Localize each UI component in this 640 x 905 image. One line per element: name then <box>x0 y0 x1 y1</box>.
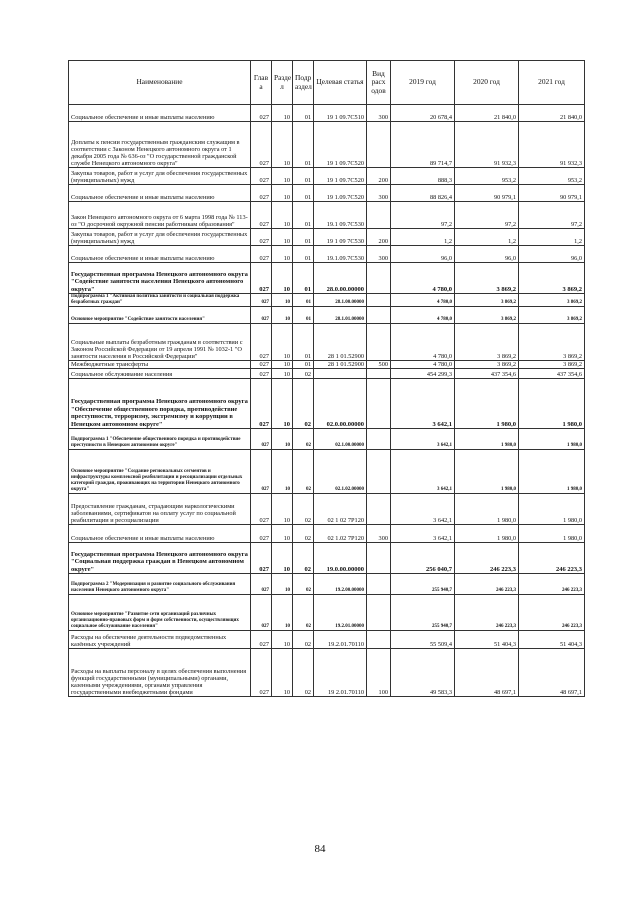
row-2019: 88 826,4 <box>391 185 455 202</box>
row-glava: 027 <box>251 185 272 202</box>
row-razdel: 10 <box>272 449 293 493</box>
header-row <box>69 61 585 105</box>
row-2021: 97,2 <box>519 202 585 229</box>
table-row <box>69 306 585 323</box>
header-2021: 2021 год <box>519 61 585 105</box>
row-2019: 255 940,7 <box>391 594 455 630</box>
row-2019: 49 583,3 <box>391 648 455 696</box>
row-target: 28.1.01.00000 <box>314 306 367 323</box>
row-target: 02.1.02.00000 <box>314 449 367 493</box>
table-row <box>69 493 585 524</box>
row-razdel: 10 <box>272 493 293 524</box>
table-row <box>69 202 585 229</box>
row-2019: 256 040,7 <box>391 542 455 573</box>
row-podrazdel: 01 <box>293 263 314 294</box>
row-name: Основное мероприятие "Развитие сети организаций различных организационно-правовых форм и форм собственности, осуществляющих социальное обслуживание населения" <box>69 594 251 630</box>
row-2021: 3 869,2 <box>519 306 585 323</box>
row-target: 19 1.09.7С520 <box>314 185 367 202</box>
row-2019: 3 642,1 <box>391 449 455 493</box>
row-2020: 51 404,3 <box>455 630 519 648</box>
row-target: 28 1 01.52900 <box>314 323 367 360</box>
row-type <box>367 323 391 360</box>
row-target: 28.0.00.00000 <box>314 263 367 294</box>
row-glava: 027 <box>251 360 272 368</box>
row-podrazdel: 01 <box>293 306 314 323</box>
row-podrazdel: 01 <box>293 323 314 360</box>
row-razdel: 10 <box>272 202 293 229</box>
header-razdel: Разде л <box>272 61 293 105</box>
row-glava: 027 <box>251 542 272 573</box>
row-2021: 48 697,1 <box>519 648 585 696</box>
table-row <box>69 630 585 648</box>
row-2019: 1,2 <box>391 229 455 246</box>
row-2021: 246 223,3 <box>519 594 585 630</box>
row-2020: 1 980,0 <box>455 524 519 542</box>
row-type <box>367 122 391 168</box>
table-row <box>69 323 585 360</box>
row-glava: 027 <box>251 630 272 648</box>
header-2020: 2020 год <box>455 61 519 105</box>
table-row <box>69 449 585 493</box>
row-target: 19.1 09.7С530 <box>314 202 367 229</box>
row-2020: 3 869,2 <box>455 306 519 323</box>
row-target: 19.2.00.00000 <box>314 573 367 594</box>
table-row <box>69 105 585 122</box>
row-glava: 027 <box>251 294 272 307</box>
row-name: Социальные выплаты безработным гражданам в соответствии с Законом Российской Федерации от 19 апреля 1991 № 1032-1 "О занятости населения в Российской Федерации" <box>69 323 251 360</box>
row-2020: 1 980,0 <box>455 428 519 449</box>
row-name: Основное мероприятие "Содействие занятости населения" <box>69 306 251 323</box>
row-name: Социальное обслуживание населения <box>69 368 251 378</box>
header-2019: 2019 год <box>391 61 455 105</box>
table-row <box>69 246 585 263</box>
table-row <box>69 122 585 168</box>
row-type <box>367 428 391 449</box>
row-2019: 20 678,4 <box>391 105 455 122</box>
table-row <box>69 168 585 185</box>
row-name: Подпрограмма 2 "Модернизация и развитие социального обслуживания населения Ненецкого автономного округа" <box>69 573 251 594</box>
row-2020: 48 697,1 <box>455 648 519 696</box>
table-row <box>69 378 585 428</box>
row-2019: 4 780,0 <box>391 323 455 360</box>
row-target: 02 1 02 7Р120 <box>314 493 367 524</box>
row-2021: 1 980,0 <box>519 428 585 449</box>
row-glava: 027 <box>251 449 272 493</box>
row-type <box>367 378 391 428</box>
row-podrazdel: 02 <box>293 542 314 573</box>
row-target: 28.1.00.00000 <box>314 294 367 307</box>
row-razdel: 10 <box>272 105 293 122</box>
table-row <box>69 542 585 573</box>
row-podrazdel: 01 <box>293 229 314 246</box>
row-target: 19 1 09.7С510 <box>314 105 367 122</box>
row-glava: 027 <box>251 122 272 168</box>
row-glava: 027 <box>251 524 272 542</box>
row-2021: 1 980,0 <box>519 449 585 493</box>
row-2020: 246 223,3 <box>455 573 519 594</box>
row-2021: 246 223,3 <box>519 542 585 573</box>
row-razdel: 10 <box>272 246 293 263</box>
row-target: 02.0.00.00000 <box>314 378 367 428</box>
row-target: 02 1.02 7Р120 <box>314 524 367 542</box>
row-razdel: 10 <box>272 360 293 368</box>
row-target: 19 1 09.7С520 <box>314 122 367 168</box>
row-name: Социальное обеспечение и иные выплаты населению <box>69 246 251 263</box>
row-target: 19.2.01.00000 <box>314 594 367 630</box>
row-target: 19 2.01.70110 <box>314 648 367 696</box>
row-2021: 96,0 <box>519 246 585 263</box>
row-type <box>367 202 391 229</box>
row-podrazdel: 01 <box>293 105 314 122</box>
row-podrazdel: 02 <box>293 630 314 648</box>
row-podrazdel: 01 <box>293 168 314 185</box>
row-name: Расходы на обеспечение деятельности подведомственных казённых учреждений <box>69 630 251 648</box>
row-2021: 953,2 <box>519 168 585 185</box>
row-type <box>367 573 391 594</box>
row-name: Закупка товаров, работ и услуг для обеспечения государственных (муниципальных) нужд <box>69 229 251 246</box>
row-razdel: 10 <box>272 594 293 630</box>
table-row <box>69 594 585 630</box>
row-type <box>367 294 391 307</box>
row-glava: 027 <box>251 594 272 630</box>
row-glava: 027 <box>251 306 272 323</box>
row-2021: 3 869,2 <box>519 294 585 307</box>
row-razdel: 10 <box>272 185 293 202</box>
row-type: 300 <box>367 105 391 122</box>
row-target: 28 1 01.52900 <box>314 360 367 368</box>
table-row <box>69 263 585 294</box>
row-2019: 3 642,1 <box>391 378 455 428</box>
row-2021: 3 869,2 <box>519 323 585 360</box>
row-2021: 1 980,0 <box>519 524 585 542</box>
row-2019: 3 642,1 <box>391 493 455 524</box>
row-2020: 90 979,1 <box>455 185 519 202</box>
row-glava: 027 <box>251 263 272 294</box>
row-2020: 21 840,0 <box>455 105 519 122</box>
row-type <box>367 263 391 294</box>
row-podrazdel: 02 <box>293 648 314 696</box>
row-glava: 027 <box>251 202 272 229</box>
row-razdel: 10 <box>272 428 293 449</box>
row-name: Социальное обеспечение и иные выплаты населению <box>69 185 251 202</box>
row-type <box>367 542 391 573</box>
row-name: Доплаты к пенсии государственным гражданским служащим в соответствии с Законом Ненецкого автономного округа от 1 декабря 2005 года № 636-оз "О государственной гражданской службе Ненецкого автономного округа" <box>69 122 251 168</box>
row-name: Закон Ненецкого автономного округа от 6 марта 1998 года № 113-оз "О досрочной окружной пенсии работникам образования" <box>69 202 251 229</box>
row-type: 300 <box>367 246 391 263</box>
row-podrazdel: 01 <box>293 185 314 202</box>
row-2021: 437 354,6 <box>519 368 585 378</box>
table-row <box>69 368 585 378</box>
row-razdel: 10 <box>272 378 293 428</box>
row-2020: 96,0 <box>455 246 519 263</box>
row-razdel: 10 <box>272 306 293 323</box>
row-razdel: 10 <box>272 368 293 378</box>
row-glava: 027 <box>251 378 272 428</box>
header-type: Вид расх одов <box>367 61 391 105</box>
row-name: Государственная программа Ненецкого автономного округа "Социальная поддержка граждан в Ненецком автономном округе" <box>69 542 251 573</box>
row-2019: 888,3 <box>391 168 455 185</box>
row-glava: 027 <box>251 168 272 185</box>
row-target: 19 1 09.7С520 <box>314 168 367 185</box>
row-2020: 1 980,0 <box>455 493 519 524</box>
row-glava: 027 <box>251 105 272 122</box>
row-glava: 027 <box>251 229 272 246</box>
row-2019: 4 780,0 <box>391 263 455 294</box>
row-2020: 246 223,3 <box>455 542 519 573</box>
row-type <box>367 630 391 648</box>
row-podrazdel: 02 <box>293 594 314 630</box>
row-type: 200 <box>367 168 391 185</box>
row-podrazdel: 01 <box>293 202 314 229</box>
row-2019: 89 714,7 <box>391 122 455 168</box>
row-razdel: 10 <box>272 294 293 307</box>
row-2020: 953,2 <box>455 168 519 185</box>
row-razdel: 10 <box>272 323 293 360</box>
table-row <box>69 524 585 542</box>
row-target: 19.1.09.7С530 <box>314 246 367 263</box>
header-podrazdel: Подр аздел <box>293 61 314 105</box>
row-name: Закупка товаров, работ и услуг для обеспечения государственных (муниципальных) нужд <box>69 168 251 185</box>
table-row <box>69 360 585 368</box>
row-razdel: 10 <box>272 630 293 648</box>
row-2021: 3 869,2 <box>519 360 585 368</box>
row-podrazdel: 01 <box>293 360 314 368</box>
header-glava: Глав а <box>251 61 272 105</box>
row-glava: 027 <box>251 493 272 524</box>
table-row <box>69 573 585 594</box>
row-2019: 4 780,0 <box>391 360 455 368</box>
row-2021: 21 840,0 <box>519 105 585 122</box>
row-2021: 1 980,0 <box>519 493 585 524</box>
row-glava: 027 <box>251 573 272 594</box>
row-name: Государственная программа Ненецкого автономного округа "Содействие занятости населения Ненецкого автономного округа" <box>69 263 251 294</box>
row-2021: 1,2 <box>519 229 585 246</box>
row-2019: 454 299,3 <box>391 368 455 378</box>
row-target: 02.1.00.00000 <box>314 428 367 449</box>
row-2020: 1,2 <box>455 229 519 246</box>
row-podrazdel: 02 <box>293 449 314 493</box>
header-name: Наименование <box>69 61 251 105</box>
row-glava: 027 <box>251 368 272 378</box>
row-type: 100 <box>367 648 391 696</box>
row-2020: 91 932,3 <box>455 122 519 168</box>
row-razdel: 10 <box>272 573 293 594</box>
row-podrazdel: 02 <box>293 524 314 542</box>
row-podrazdel: 01 <box>293 246 314 263</box>
row-2020: 3 869,2 <box>455 323 519 360</box>
table-row <box>69 648 585 696</box>
row-glava: 027 <box>251 246 272 263</box>
row-2021: 3 869,2 <box>519 263 585 294</box>
row-2020: 3 869,2 <box>455 294 519 307</box>
row-podrazdel: 02 <box>293 493 314 524</box>
row-2020: 3 869,2 <box>455 263 519 294</box>
row-type <box>367 594 391 630</box>
row-2020: 3 869,2 <box>455 360 519 368</box>
row-name: Государственная программа Ненецкого автономного округа "Обеспечение общественного порядка, противодействие преступности, терроризму, экстремизму и коррупции в Ненецком автономном округе" <box>69 378 251 428</box>
row-name: Предоставление гражданам, страдающим наркологическими заболеваниями, сертификатов на оплату услуг по социальной реабилитации и ресоциализации <box>69 493 251 524</box>
row-razdel: 10 <box>272 229 293 246</box>
row-glava: 027 <box>251 428 272 449</box>
row-2019: 3 642,1 <box>391 524 455 542</box>
row-name: Социальное обеспечение и иные выплаты населению <box>69 524 251 542</box>
row-target <box>314 368 367 378</box>
row-target: 19 1 09 7С530 <box>314 229 367 246</box>
row-type: 500 <box>367 360 391 368</box>
row-type <box>367 493 391 524</box>
row-2020: 97,2 <box>455 202 519 229</box>
row-podrazdel: 01 <box>293 294 314 307</box>
row-razdel: 10 <box>272 542 293 573</box>
row-2020: 1 980,0 <box>455 378 519 428</box>
row-2019: 97,2 <box>391 202 455 229</box>
row-type <box>367 449 391 493</box>
row-2020: 1 980,0 <box>455 449 519 493</box>
row-podrazdel: 02 <box>293 573 314 594</box>
row-name: Межбюджетные трансферты <box>69 360 251 368</box>
row-type: 300 <box>367 185 391 202</box>
row-2021: 91 932,3 <box>519 122 585 168</box>
table-row <box>69 185 585 202</box>
row-name: Подпрограмма 1 "Обеспечение общественного порядка и противодействие преступности в Ненецком автономном округе" <box>69 428 251 449</box>
row-name: Социальное обеспечение и иные выплаты населению <box>69 105 251 122</box>
row-2020: 437 354,6 <box>455 368 519 378</box>
row-name: Расходы на выплаты персоналу в целях обеспечения выполнения функций государственными (муниципальными) органами, казенными учреждениями, органами управления государственными внебюджетными фондами <box>69 648 251 696</box>
budget-table <box>68 60 585 697</box>
row-name: Основное мероприятие "Создание региональных сегментов и инфраструктуры комплексной реабилитации и ресоциализации отдельных категорий граждан, проживающих на территории Ненецкого автономного округа" <box>69 449 251 493</box>
row-type: 300 <box>367 524 391 542</box>
row-2021: 51 404,3 <box>519 630 585 648</box>
row-type <box>367 306 391 323</box>
row-razdel: 10 <box>272 524 293 542</box>
row-razdel: 10 <box>272 168 293 185</box>
row-target: 19.2.01.70110 <box>314 630 367 648</box>
row-2020: 246 223,3 <box>455 594 519 630</box>
row-glava: 027 <box>251 648 272 696</box>
row-razdel: 10 <box>272 648 293 696</box>
row-2021: 90 979,1 <box>519 185 585 202</box>
table-row <box>69 294 585 307</box>
row-razdel: 10 <box>272 122 293 168</box>
row-2021: 1 980,0 <box>519 378 585 428</box>
table-row <box>69 428 585 449</box>
row-2019: 4 780,0 <box>391 306 455 323</box>
row-podrazdel: 02 <box>293 428 314 449</box>
row-razdel: 10 <box>272 263 293 294</box>
row-2019: 3 642,1 <box>391 428 455 449</box>
row-target: 19.0.00.00000 <box>314 542 367 573</box>
row-podrazdel: 02 <box>293 378 314 428</box>
row-type <box>367 368 391 378</box>
row-podrazdel: 02 <box>293 368 314 378</box>
row-2019: 4 780,0 <box>391 294 455 307</box>
row-2021: 246 223,3 <box>519 573 585 594</box>
page-number: 84 <box>314 843 326 855</box>
row-2019: 96,0 <box>391 246 455 263</box>
row-type: 200 <box>367 229 391 246</box>
row-2019: 55 509,4 <box>391 630 455 648</box>
table-row <box>69 229 585 246</box>
row-glava: 027 <box>251 323 272 360</box>
row-name: Подпрограмма 1 "Активная политика занятости и социальная поддержка безработных граждан" <box>69 294 251 307</box>
header-target: Целевая статья <box>314 61 367 105</box>
row-2019: 255 940,7 <box>391 573 455 594</box>
row-podrazdel: 01 <box>293 122 314 168</box>
